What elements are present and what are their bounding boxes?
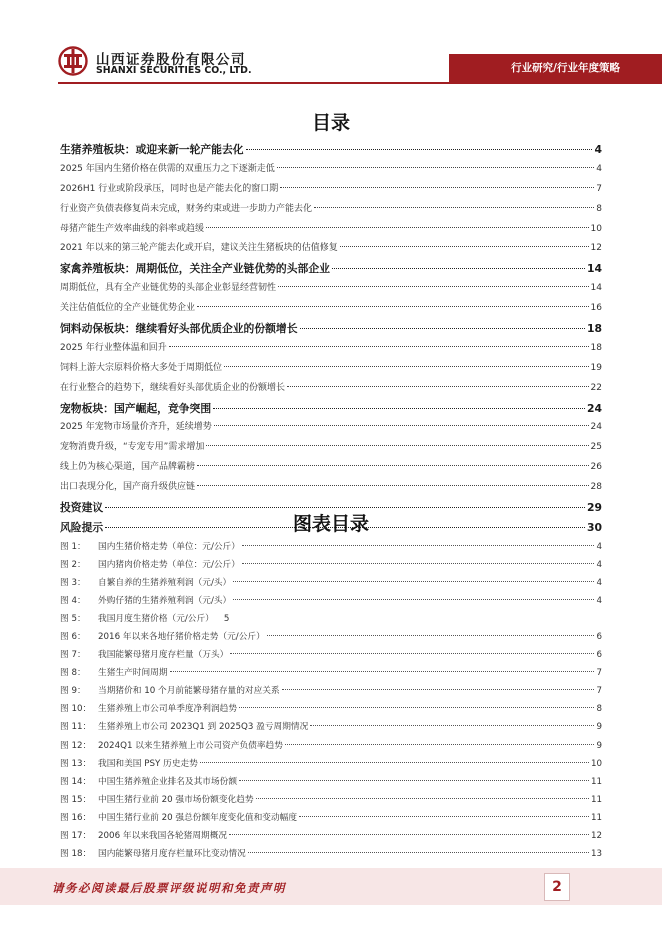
toc-entry-page: 25 xyxy=(590,442,602,453)
toc-entry-title: 母猪产能生产效率曲线的斜率或趋缓 xyxy=(60,223,205,234)
figure-entry[interactable] xyxy=(60,610,602,628)
toc-subsection-entry[interactable] xyxy=(60,359,602,379)
figure-label: 图 12： xyxy=(60,740,92,751)
toc-section-entry[interactable] xyxy=(60,140,602,160)
toc-entry-title: 饲料动保板块：继续看好头部优质企业的份额增长 xyxy=(60,322,298,336)
dot-leader xyxy=(282,689,595,690)
figure-title: 2016 年以来各地仔猪价格走势（元/公斤） xyxy=(98,632,265,643)
toc-subsection-entry[interactable] xyxy=(60,418,602,438)
dot-leader xyxy=(233,599,594,600)
figure-entry[interactable] xyxy=(60,791,602,809)
toc-entry-title: 饲料上游大宗原料价格大多处于周期低位 xyxy=(60,362,223,373)
figure-page: 9 xyxy=(596,722,602,733)
dot-leader xyxy=(239,707,594,708)
figure-label: 图 8： xyxy=(60,668,86,679)
figure-entry[interactable] xyxy=(60,646,602,664)
figure-entry[interactable] xyxy=(60,592,602,610)
company-name-en: SHANXI SECURITIES CO., LTD. xyxy=(96,65,252,76)
dot-leader xyxy=(287,386,589,387)
dot-leader xyxy=(248,852,589,853)
figure-page: 5 xyxy=(223,614,230,625)
toc-entry-page: 12 xyxy=(590,243,602,254)
figure-page: 4 xyxy=(596,560,602,571)
toc-entry-page: 29 xyxy=(586,501,602,515)
figure-entry[interactable] xyxy=(60,574,602,592)
toc-entry-page: 18 xyxy=(586,322,602,336)
dot-leader xyxy=(278,286,589,287)
toc-list xyxy=(60,140,602,538)
figure-title: 中国生猪行业前 20 强市场份额变化趋势 xyxy=(98,794,254,805)
toc-entry-page: 24 xyxy=(590,422,602,433)
figure-page: 11 xyxy=(590,812,602,823)
figure-label: 图 5： xyxy=(60,614,86,625)
dot-leader xyxy=(200,762,589,763)
dot-leader xyxy=(285,744,595,745)
dot-leader xyxy=(214,425,589,426)
header-divider xyxy=(58,82,662,84)
figure-label: 图 17： xyxy=(60,830,92,841)
dot-leader xyxy=(170,671,595,672)
toc-entry-title: 宠物板块：国产崛起，竞争突围 xyxy=(60,401,212,415)
figure-label: 图 7： xyxy=(60,650,86,661)
toc-entry-title: 2025 年国内生猪价格在供需的双重压力之下逐渐走低 xyxy=(60,163,275,174)
toc-entry-page: 16 xyxy=(590,303,602,314)
toc-entry-title: 2026H1 行业或阶段承压，同时也是产能去化的窗口期 xyxy=(60,183,279,194)
dot-leader xyxy=(169,346,589,347)
toc-entry-title: 2025 年行业整体温和回升 xyxy=(60,342,167,353)
dot-leader xyxy=(242,563,595,564)
figure-page: 8 xyxy=(596,704,602,715)
figures-title: 图表目录 xyxy=(292,513,369,535)
figure-title: 自繁自养的生猪养殖利润（元/头） xyxy=(98,578,232,589)
toc-entry-title: 家禽养殖板块：周期低位，关注全产业链优势的头部企业 xyxy=(60,262,330,276)
figure-title: 当期猪价和 10 个月前能繁母猪存量的对应关系 xyxy=(98,686,280,697)
toc-subsection-entry[interactable] xyxy=(60,279,602,299)
figure-title: 我国月度生猪价格（元/公斤） xyxy=(98,614,214,625)
toc-entry-page: 18 xyxy=(590,342,602,353)
toc-subsection-entry[interactable] xyxy=(60,160,602,180)
toc-subsection-entry[interactable] xyxy=(60,458,602,478)
dot-leader xyxy=(206,227,589,228)
toc-entry-page: 22 xyxy=(590,382,602,393)
figure-entry[interactable] xyxy=(60,664,602,682)
dot-leader xyxy=(105,507,585,508)
figure-label: 图 4： xyxy=(60,596,86,607)
figure-page: 11 xyxy=(590,794,602,805)
figure-label: 图 9： xyxy=(60,686,86,697)
dot-leader xyxy=(224,366,589,367)
figure-page: 7 xyxy=(596,668,602,679)
figure-page: 6 xyxy=(596,632,602,643)
dot-leader xyxy=(280,187,594,188)
figure-entry[interactable] xyxy=(60,628,602,646)
toc-subsection-entry[interactable] xyxy=(60,299,602,319)
figure-title: 我国和美国 PSY 历史走势 xyxy=(98,758,198,769)
dot-leader xyxy=(239,780,589,781)
toc-entry-title: 宠物消费升级，“专宠专用”需求增加 xyxy=(60,442,205,453)
figure-entry[interactable] xyxy=(60,827,602,845)
dot-leader xyxy=(340,246,589,247)
toc-title: 目录 xyxy=(311,112,350,134)
toc-subsection-entry[interactable] xyxy=(60,200,602,220)
toc-subsection-entry[interactable] xyxy=(60,339,602,359)
figure-label: 图 13： xyxy=(60,758,92,769)
toc-entry-title: 周期低位，具有全产业链优势的头部企业彰显经营韧性 xyxy=(60,283,277,294)
figure-label: 图 14： xyxy=(60,776,92,787)
dot-leader xyxy=(197,465,589,466)
figure-label: 图 1： xyxy=(60,542,86,552)
toc-subsection-entry[interactable] xyxy=(60,438,602,458)
figure-label: 图 18： xyxy=(60,848,92,859)
dot-leader xyxy=(314,207,594,208)
toc-entry-page: 30 xyxy=(586,520,602,534)
toc-entry-page: 26 xyxy=(590,462,602,473)
dot-leader xyxy=(299,816,589,817)
figure-page: 12 xyxy=(590,830,602,841)
dot-leader xyxy=(332,268,585,269)
toc-entry-page: 24 xyxy=(586,401,602,415)
figure-page: 7 xyxy=(596,686,602,697)
figure-title: 生猪生产时间周期 xyxy=(98,668,168,679)
figure-title: 生猪养殖上市公司 2023Q1 到 2025Q3 盈亏周期情况 xyxy=(98,722,309,733)
report-type-tag: 行业研究/行业年度策略 xyxy=(511,62,620,74)
figure-page: 4 xyxy=(596,542,602,552)
figure-entry[interactable] xyxy=(60,809,602,827)
dot-leader xyxy=(256,798,589,799)
dot-leader xyxy=(310,725,594,726)
toc-entry-title: 线上仍为核心渠道，国产品牌霸榜 xyxy=(60,462,196,473)
figure-entry[interactable] xyxy=(60,700,602,718)
toc-entry-page: 19 xyxy=(590,362,602,373)
toc-section-entry[interactable] xyxy=(60,259,602,279)
figure-title: 中国生猪养殖企业排名及其市场份额 xyxy=(98,776,237,787)
figure-title: 我国能繁母猪月度存栏量（万头） xyxy=(98,650,229,661)
figure-label: 图 15： xyxy=(60,794,92,805)
dot-leader xyxy=(242,545,595,546)
toc-entry-title: 投资建议 xyxy=(60,501,104,515)
figure-label: 图 11： xyxy=(60,722,92,733)
figure-label: 图 3： xyxy=(60,578,86,589)
toc-entry-page: 14 xyxy=(586,262,602,276)
dot-leader xyxy=(197,306,589,307)
dot-leader xyxy=(230,653,594,654)
figure-label: 图 6： xyxy=(60,632,86,643)
toc-section-entry[interactable] xyxy=(60,399,602,419)
toc-entry-title: 风险提示 xyxy=(60,520,104,534)
figure-title: 国内猪肉价格走势（单位：元/公斤） xyxy=(98,560,240,571)
figure-title: 国内生猪价格走势（单位：元/公斤） xyxy=(98,542,240,552)
toc-subsection-entry[interactable] xyxy=(60,220,602,240)
toc-entry-page: 4 xyxy=(594,143,602,156)
toc-entry-title: 行业资产负债表修复尚未完成，财务约束或进一步助力产能去化 xyxy=(60,203,313,214)
toc-subsection-entry[interactable] xyxy=(60,180,602,200)
figure-entry[interactable] xyxy=(60,682,602,700)
company-name-cn: 山西证券股份有限公司 xyxy=(96,52,246,68)
dot-leader xyxy=(197,485,589,486)
dot-leader xyxy=(233,581,594,582)
toc-entry-page: 10 xyxy=(590,223,602,234)
figure-title: 2006 年以来我国各轮猪周期概况 xyxy=(98,830,228,841)
figure-title: 生猪养殖上市公司单季度净利润趋势 xyxy=(98,704,237,715)
dot-leader xyxy=(229,834,589,835)
figure-title: 中国生猪行业前 20 强总份额年度变化值和变动幅度 xyxy=(98,812,298,823)
toc-subsection-entry[interactable] xyxy=(60,478,602,498)
dot-leader xyxy=(206,445,588,446)
toc-entry-title: 2021 年以来的第三轮产能去化或开启，建议关注生猪板块的估值修复 xyxy=(60,243,338,254)
figure-list xyxy=(60,538,602,863)
figure-title: 外购仔猪的生猪养殖利润（元/头） xyxy=(98,596,232,607)
company-logo-icon xyxy=(58,46,88,76)
figure-entry[interactable] xyxy=(60,845,602,863)
page-number: 2 xyxy=(544,873,570,901)
figure-entry[interactable] xyxy=(60,755,602,773)
figure-entry[interactable] xyxy=(60,538,602,556)
footer-disclaimer[interactable]: 请务必阅读最后股票评级说明和免责声明 xyxy=(52,881,286,895)
figure-entry[interactable] xyxy=(60,556,602,574)
figure-page: 6 xyxy=(596,650,602,661)
dot-leader xyxy=(213,408,585,409)
figure-page: 11 xyxy=(590,776,602,787)
figure-page: 4 xyxy=(596,596,602,607)
figure-page: 10 xyxy=(590,758,602,769)
toc-entry-title: 关注估值低位的全产业链优势企业 xyxy=(60,303,196,314)
toc-entry-title: 在行业整合的趋势下，继续看好头部优质企业的份额增长 xyxy=(60,382,286,393)
toc-entry-title: 生猪养殖板块：或迎来新一轮产能去化 xyxy=(60,143,244,156)
figure-entry[interactable] xyxy=(60,737,602,755)
dot-leader xyxy=(267,635,595,636)
toc-entry-page: 7 xyxy=(596,183,602,194)
figure-page: 4 xyxy=(596,578,602,589)
toc-entry-title: 出口表现分化，国产商升级供应链 xyxy=(60,482,196,493)
toc-section-entry[interactable] xyxy=(60,319,602,339)
toc-subsection-entry[interactable] xyxy=(60,239,602,259)
figure-title: 国内能繁母猪月度存栏量环比变动情况 xyxy=(98,848,246,859)
toc-entry-page: 14 xyxy=(590,283,602,294)
figure-label: 图 16： xyxy=(60,812,92,823)
figure-entry[interactable] xyxy=(60,718,602,736)
figure-label: 图 2： xyxy=(60,560,86,571)
toc-subsection-entry[interactable] xyxy=(60,379,602,399)
toc-entry-page: 28 xyxy=(590,482,602,493)
figure-label: 图 10： xyxy=(60,704,92,715)
dot-leader xyxy=(277,167,594,168)
figure-page: 9 xyxy=(596,740,602,751)
toc-entry-page: 8 xyxy=(596,203,602,214)
toc-entry-page: 4 xyxy=(596,163,602,174)
page-header xyxy=(0,0,662,92)
figure-title: 2024Q1 以来生猪养殖上市公司资产负债率趋势 xyxy=(98,740,283,751)
dot-leader xyxy=(246,149,593,150)
dot-leader xyxy=(300,328,585,329)
figure-entry[interactable] xyxy=(60,773,602,791)
toc-entry-title: 2025 年宠物市场量价齐升，延续增势 xyxy=(60,422,212,433)
figure-page: 13 xyxy=(590,848,602,859)
